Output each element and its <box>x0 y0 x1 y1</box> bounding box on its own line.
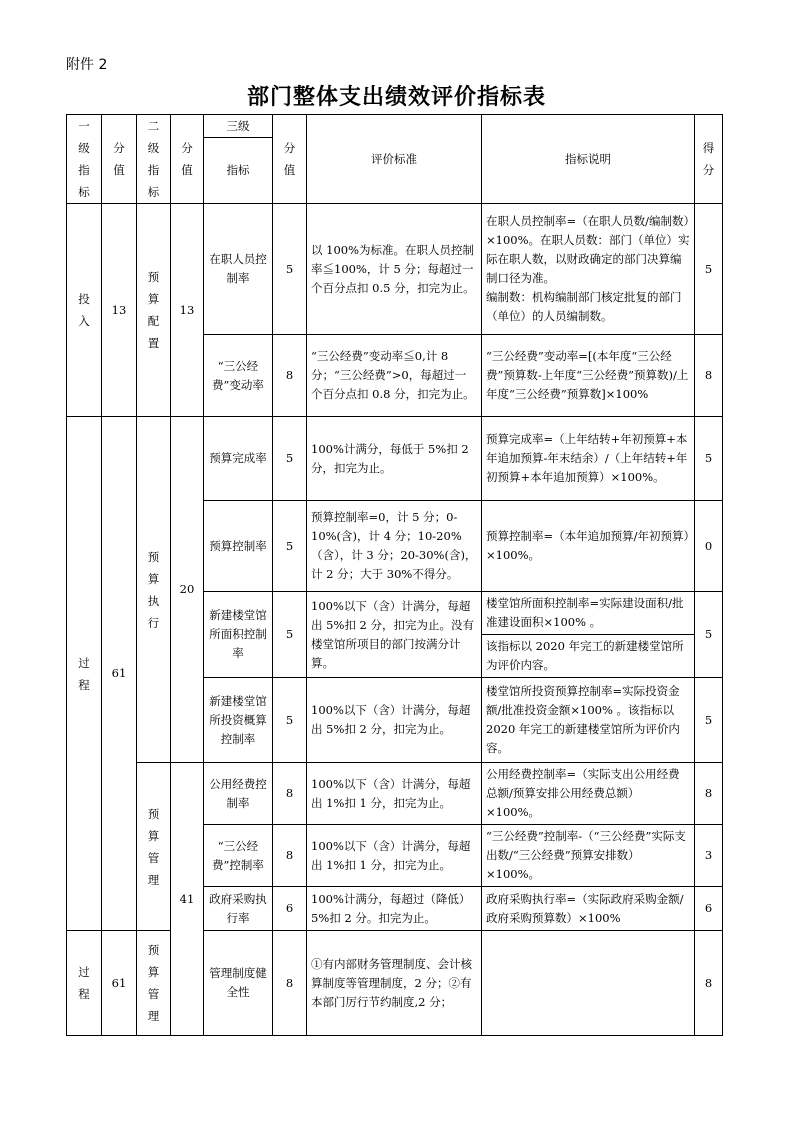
evaluation-criteria: “三公经费”变动率≦0,计 8 分；“三公经费”>0，每超过一个百分点扣 0.8 分，扣完为止。 <box>307 335 482 417</box>
explanation-part-2: 编制数：机构编制部门核定批复的部门（单位）的人员编制数。 <box>486 290 682 323</box>
header-level3: 三级 <box>204 115 273 138</box>
got-score: 5 <box>695 417 723 501</box>
header-level1: 一级指标 <box>67 115 102 204</box>
indicator-explanation <box>482 592 695 678</box>
indicator-name: 在职人员控制率 <box>204 204 273 335</box>
level2-budget-execution-score: 20 <box>171 417 204 763</box>
header-row <box>67 115 723 138</box>
attachment-label: 附件 2 <box>66 57 108 73</box>
level1-process-continued: 过程 <box>67 931 102 1036</box>
level1-process-score: 61 <box>102 417 137 931</box>
header-score1: 分值 <box>102 115 137 204</box>
header-score2: 分值 <box>171 115 204 204</box>
got-score: 0 <box>695 501 723 592</box>
got-score: 6 <box>695 887 723 931</box>
evaluation-criteria: 100%以下（含）计满分，每超出 5%扣 2 分，扣完为止。没有楼堂馆所项目的部门按满分计算。 <box>307 592 482 678</box>
evaluation-criteria: 预算控制率=0，计 5 分；0-10%(含)，计 4 分；10-20%（含），计 3 分；20-30%(含)，计 2 分；大于 30%不得分。 <box>307 501 482 592</box>
explanation-part-2: 该指标以 2020 年完工的新建楼堂馆所为评价内容。 <box>486 639 684 672</box>
level2-budget-execution: 预算执行 <box>137 417 171 763</box>
indicator-score: 6 <box>273 887 307 931</box>
table-row <box>67 931 723 1036</box>
indicator-explanation <box>482 931 695 1036</box>
indicator-name: 公用经费控制率 <box>204 763 273 825</box>
level1-process-continued-score: 61 <box>102 931 137 1036</box>
indicator-name: 管理制度健全性 <box>204 931 273 1036</box>
level1-input: 投入 <box>67 204 102 417</box>
level2-budget-allocation-score: 13 <box>171 204 204 417</box>
evaluation-criteria: 100%以下（含）计满分，每超出 1%扣 1 分，扣完为止。 <box>307 763 482 825</box>
indicator-score: 5 <box>273 678 307 763</box>
indicator-name: 政府采购执行率 <box>204 887 273 931</box>
indicator-explanation: 政府采购执行率=（实际政府采购金额/政府采购预算数）×100% <box>482 887 695 931</box>
header-level2: 二级指标 <box>137 115 171 204</box>
indicator-name: 新建楼堂馆所面积控制率 <box>204 592 273 678</box>
level2-budget-management: 预算管理 <box>137 763 171 931</box>
got-score: 8 <box>695 335 723 417</box>
header-score3: 分值 <box>273 115 307 204</box>
header-criteria: 评价标准 <box>307 115 482 204</box>
table-row <box>67 763 723 825</box>
page-title: 部门整体支出绩效评价指标表 <box>246 85 546 110</box>
evaluation-criteria: ①有内部财务管理制度、会计核算制度等管理制度，2 分；②有本部门厉行节约制度,2 分； <box>307 931 482 1036</box>
indicator-explanation: “三公经费”控制率-（“三公经费”实际支出数/“三公经费”预算安排数）×100%。 <box>482 825 695 887</box>
evaluation-criteria: 以 100%为标准。在职人员控制率≦100%，计 5 分；每超过一个百分点扣 0.5 分，扣完为止。 <box>307 204 482 335</box>
indicator-name: “三公经费”变动率 <box>204 335 273 417</box>
got-score: 8 <box>695 931 723 1036</box>
got-score: 3 <box>695 825 723 887</box>
indicator-name: 预算完成率 <box>204 417 273 501</box>
got-score: 5 <box>695 678 723 763</box>
indicator-explanation <box>482 204 695 335</box>
indicator-score: 8 <box>273 825 307 887</box>
indicator-name: 预算控制率 <box>204 501 273 592</box>
indicator-score: 5 <box>273 592 307 678</box>
indicator-explanation: 楼堂馆所投资预算控制率=实际投资金额/批准投资金额×100% 。该指标以 2020 年完工的新建楼堂馆所为评价内容。 <box>482 678 695 763</box>
header-explanation: 指标说明 <box>482 115 695 204</box>
level2-budget-management-continued: 预算管理 <box>137 931 171 1036</box>
header-got: 得分 <box>695 115 723 204</box>
evaluation-criteria: 100%以下（含）计满分，每超出 5%扣 2 分，扣完为止。 <box>307 678 482 763</box>
indicator-explanation: “三公经费”变动率=[(本年度“三公经费”预算数-上年度“三公经费”预算数)/上年度“三公经费”预算数]×100% <box>482 335 695 417</box>
table-row <box>67 417 723 501</box>
header-level3-indicator: 指标 <box>204 138 273 204</box>
indicator-score: 8 <box>273 763 307 825</box>
indicator-score: 8 <box>273 335 307 417</box>
indicator-score: 8 <box>273 931 307 1036</box>
indicator-table <box>66 114 723 1036</box>
got-score: 5 <box>695 592 723 678</box>
level2-budget-management-score: 41 <box>171 763 204 1036</box>
indicator-explanation: 预算控制率=（本年追加预算/年初预算）×100%。 <box>482 501 695 592</box>
indicator-score: 5 <box>273 204 307 335</box>
level2-budget-allocation: 预算配置 <box>137 204 171 417</box>
indicator-score: 5 <box>273 417 307 501</box>
got-score: 8 <box>695 763 723 825</box>
indicator-name: 新建楼堂馆所投资概算控制率 <box>204 678 273 763</box>
indicator-score: 5 <box>273 501 307 592</box>
indicator-name: “三公经费”控制率 <box>204 825 273 887</box>
indicator-explanation: 预算完成率=（上年结转+年初预算+本年追加预算-年末结余）/（上年结转+年初预算+本年追加预算）×100%。 <box>482 417 695 501</box>
evaluation-criteria: 100%计满分，每超过（降低）5%扣 2 分。扣完为止。 <box>307 887 482 931</box>
got-score: 5 <box>695 204 723 335</box>
indicator-explanation: 公用经费控制率=（实际支出公用经费总额/预算安排公用经费总额）×100%。 <box>482 763 695 825</box>
evaluation-criteria: 100%以下（含）计满分，每超出 1%扣 1 分，扣完为止。 <box>307 825 482 887</box>
evaluation-criteria: 100%计满分，每低于 5%扣 2 分，扣完为止。 <box>307 417 482 501</box>
level1-input-score: 13 <box>102 204 137 417</box>
table-row <box>67 204 723 335</box>
explanation-part-1: 在职人员控制率=（在职人员数/编制数）×100%。在职人员数：部门（单位）实际在职人数，以财政确定的部门决算编制口径为准。 <box>486 214 690 285</box>
level1-process: 过程 <box>67 417 102 931</box>
explanation-part-1: 楼堂馆所面积控制率=实际建设面积/批准建设面积×100% 。 <box>482 592 694 635</box>
